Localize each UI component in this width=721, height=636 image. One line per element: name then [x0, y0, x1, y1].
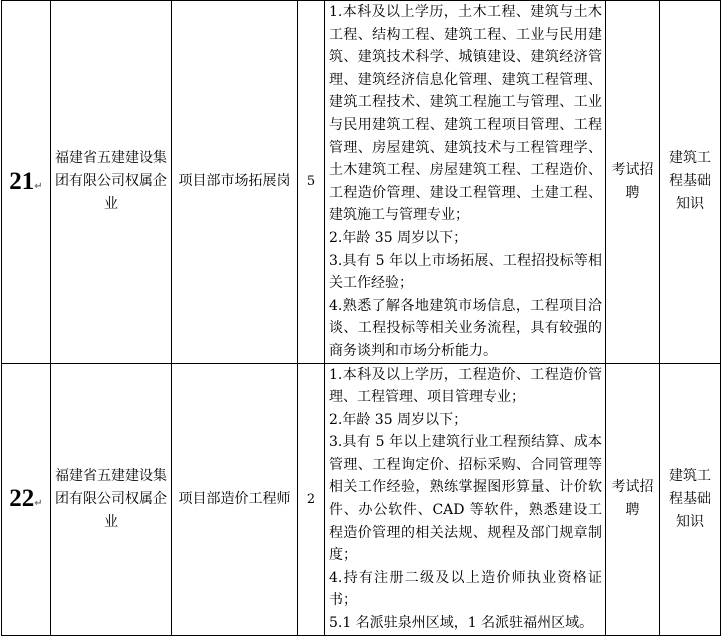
exam-cell: 建筑工程基础知识: [660, 363, 721, 635]
row-index-cell: 22↵: [2, 363, 51, 635]
requirement-item: 1.本科及以上学历，土木工程、建筑与土木工程、结构工程、建筑工程、工业与民用建筑、建筑技术科学、城镇建设、建筑经济管理、建筑经济信息化管理、建筑工程管理、建筑工程技术、建筑工程施工与管理、工业与民用建筑工程、建筑工程项目管理、工程管理、房屋建筑、建筑技术与工程管理学、土木建筑工程、房屋建筑工程、工程造价、工程造价管理、建设工程管理、土建工程、建筑施工与管理专业；: [329, 4, 602, 224]
row-index-cell: 21↵: [2, 1, 51, 364]
position-cell: 项目部市场拓展岗: [172, 1, 298, 364]
count-cell: 5: [298, 1, 325, 364]
company-cell: 福建省五建建设集团有限公司权属企业: [51, 363, 172, 635]
requirement-item: 2.年龄 35 周岁以下；: [329, 229, 468, 246]
count-cell: 2: [298, 363, 325, 635]
method-cell: 考试招聘: [606, 1, 660, 364]
table-row: [2, 1, 721, 364]
table-row: [2, 363, 721, 635]
requirement-item: 2.年龄 35 周岁以下；: [329, 411, 468, 428]
requirement-item: 3.具有 5 年以上市场拓展、工程招投标等相关工作经验；: [329, 252, 602, 292]
exam-cell: 建筑工程基础知识: [660, 1, 721, 364]
requirement-item: 1.本科及以上学历，工程造价、工程造价管理、工程管理、项目管理专业；: [329, 366, 602, 406]
method-cell: 考试招聘: [606, 363, 660, 635]
requirements-cell: [325, 1, 606, 364]
requirement-item: 5.1 名派驻泉州区域，1 名派驻福州区域。: [329, 615, 594, 632]
requirement-item: 4.熟悉了解各地建筑市场信息，工程项目洽谈、工程投标等相关业务流程，具有较强的商务谈判和市场分析能力。: [329, 297, 602, 359]
position-cell: 项目部造价工程师: [172, 363, 298, 635]
company-cell: 福建省五建建设集团有限公司权属企业: [51, 1, 172, 364]
requirement-item: 4.持有注册二级及以上造价师执业资格证书；: [329, 569, 602, 609]
requirement-item: 3.具有 5 年以上建筑行业工程预结算、成本管理、工程询定价、招标采购、合同管理等相关工作经验，熟练掌握图形算量、计价软件、办公软件、CAD 等软件，熟悉建设工程造价管理的相关法规、规程及部门规章制度；: [329, 434, 602, 564]
recruitment-table: [1, 0, 721, 636]
requirements-cell: [325, 363, 606, 635]
